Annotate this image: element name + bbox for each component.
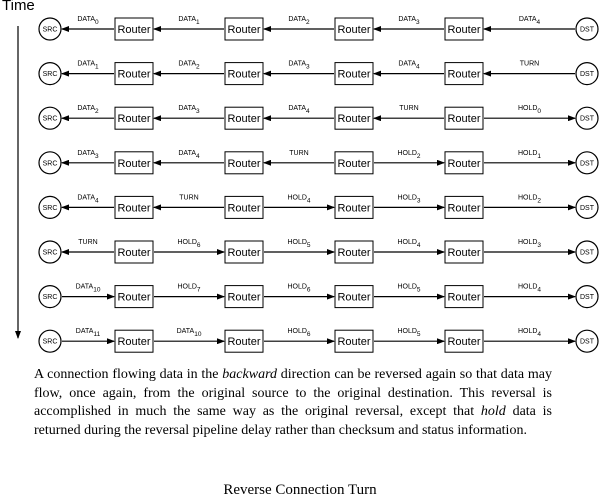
timestep-row bbox=[39, 239, 598, 264]
src-node-label: SRC bbox=[42, 204, 58, 212]
dst-node-label: DST bbox=[580, 115, 594, 123]
src-node-label: SRC bbox=[42, 294, 58, 302]
flow-label: HOLD2 bbox=[397, 149, 421, 160]
flow-label: DATA10 bbox=[176, 328, 202, 339]
src-node-label: SRC bbox=[42, 115, 58, 123]
caption-emphasis-hold: hold bbox=[480, 404, 506, 419]
router-label: Router bbox=[447, 113, 481, 126]
figure-title: Reverse Connection Turn bbox=[223, 482, 377, 498]
flow-label: DATA3 bbox=[288, 60, 310, 71]
router-label: Router bbox=[447, 336, 481, 349]
src-node-label: SRC bbox=[42, 160, 58, 168]
flow-label: HOLD6 bbox=[177, 239, 201, 249]
router-label: Router bbox=[117, 202, 151, 215]
flow-label: DATA4 bbox=[288, 105, 310, 116]
router-label: Router bbox=[227, 336, 261, 349]
router-label: Router bbox=[447, 247, 481, 259]
caption-text-1: A connection flowing data in the bbox=[34, 367, 223, 382]
flow-label: DATA4 bbox=[398, 60, 420, 71]
flow-label: TURN bbox=[78, 239, 98, 246]
dst-node-label: DST bbox=[580, 71, 594, 79]
caption-emphasis-backward: backward bbox=[222, 367, 277, 382]
src-node-label: SRC bbox=[42, 338, 58, 346]
caption-text-2: direction can be reversed again so that data may flow, once again, from the original source to the original destination. This reversal is accomplished in much the same way as the original reversal, except that bbox=[34, 367, 552, 419]
router-label: Router bbox=[337, 113, 371, 126]
flow-label: DATA4 bbox=[77, 194, 99, 205]
router-label: Router bbox=[227, 291, 261, 304]
router-label: Router bbox=[117, 113, 151, 126]
flow-label: HOLD4 bbox=[517, 328, 542, 339]
router-label: Router bbox=[117, 291, 151, 304]
flow-label: TURN bbox=[399, 105, 419, 113]
flow-label: HOLD5 bbox=[287, 239, 311, 249]
router-label: Router bbox=[117, 157, 151, 170]
flow-label: DATA10 bbox=[75, 283, 101, 294]
flow-label: TURN bbox=[519, 60, 540, 68]
router-label: Router bbox=[227, 113, 261, 126]
flow-label: HOLD0 bbox=[517, 105, 542, 116]
flow-label: TURN bbox=[179, 194, 199, 202]
flow-label: DATA1 bbox=[178, 16, 200, 26]
flow-label: HOLD1 bbox=[517, 149, 542, 160]
router-label: Router bbox=[337, 24, 371, 36]
router-label: Router bbox=[447, 291, 481, 304]
dst-node-label: DST bbox=[580, 338, 594, 346]
router-label: Router bbox=[227, 247, 261, 259]
router-label: Router bbox=[227, 157, 261, 170]
flow-label: DATA11 bbox=[75, 328, 101, 339]
dst-node-label: DST bbox=[580, 249, 594, 257]
flow-label: DATA4 bbox=[178, 149, 200, 160]
router-label: Router bbox=[447, 24, 481, 36]
flow-label: HOLD4 bbox=[397, 239, 421, 249]
router-label: Router bbox=[117, 247, 151, 259]
src-node-label: SRC bbox=[42, 249, 58, 257]
flow-label: HOLD7 bbox=[177, 283, 201, 294]
router-label: Router bbox=[337, 247, 371, 259]
dst-node-label: DST bbox=[580, 160, 594, 168]
router-label: Router bbox=[117, 336, 151, 349]
router-label: Router bbox=[227, 24, 261, 36]
caption-text-3: data is returned during the reversal pipeline delay rather than checksum and status information. bbox=[34, 404, 552, 438]
flow-label: HOLD5 bbox=[397, 328, 421, 339]
flow-label: DATA2 bbox=[77, 105, 99, 116]
src-node-label: SRC bbox=[42, 26, 58, 34]
flow-label: HOLD4 bbox=[517, 283, 542, 294]
timestep-row bbox=[39, 16, 598, 41]
flow-label: HOLD3 bbox=[517, 239, 542, 249]
flow-label: DATA2 bbox=[178, 60, 200, 71]
flow-label: DATA3 bbox=[77, 149, 99, 160]
timestep-row bbox=[39, 284, 598, 309]
router-label: Router bbox=[337, 68, 371, 81]
flow-label: HOLD5 bbox=[397, 283, 421, 294]
flow-label: HOLD3 bbox=[397, 194, 421, 205]
timestep-row bbox=[39, 194, 598, 219]
timestep-row bbox=[39, 150, 598, 175]
flow-label: HOLD6 bbox=[287, 283, 311, 294]
router-label: Router bbox=[337, 157, 371, 170]
router-label: Router bbox=[337, 336, 371, 349]
router-label: Router bbox=[447, 68, 481, 81]
flow-label: DATA3 bbox=[178, 105, 200, 116]
dst-node-label: DST bbox=[580, 204, 594, 212]
flow-label: DATA3 bbox=[398, 16, 420, 26]
flow-label: DATA2 bbox=[288, 16, 310, 26]
dst-node-label: DST bbox=[580, 26, 594, 34]
flow-label: DATA0 bbox=[77, 16, 99, 26]
timestep-row bbox=[39, 328, 598, 353]
router-label: Router bbox=[447, 202, 481, 215]
flow-label: HOLD2 bbox=[517, 194, 542, 205]
caption-paragraph bbox=[34, 366, 552, 440]
timestep-row bbox=[39, 61, 598, 86]
router-label: Router bbox=[337, 202, 371, 215]
router-label: Router bbox=[227, 68, 261, 81]
dst-node-label: DST bbox=[580, 294, 594, 302]
time-axis-label: Time bbox=[2, 0, 35, 14]
src-node-label: SRC bbox=[42, 71, 58, 79]
router-label: Router bbox=[337, 291, 371, 304]
flow-label: DATA4 bbox=[518, 16, 541, 26]
flow-label: DATA1 bbox=[77, 60, 99, 71]
flow-label: HOLD6 bbox=[287, 328, 311, 339]
router-label: Router bbox=[117, 68, 151, 81]
router-label: Router bbox=[227, 202, 261, 215]
router-label: Router bbox=[447, 157, 481, 170]
router-label: Router bbox=[117, 24, 151, 36]
flow-label: HOLD4 bbox=[287, 194, 311, 205]
timestep-row bbox=[39, 105, 598, 130]
flow-label: TURN bbox=[289, 149, 309, 157]
